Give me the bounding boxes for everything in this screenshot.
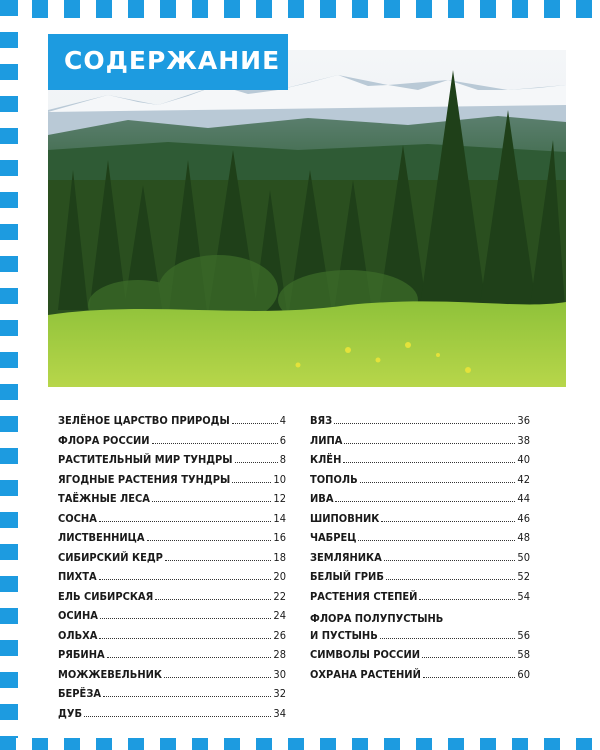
- toc-entry-title: ТАЁЖНЫЕ ЛЕСА: [58, 492, 150, 505]
- toc-entry-page: 40: [517, 453, 530, 466]
- toc-entry[interactable]: [58, 492, 286, 512]
- toc-left-column: [58, 414, 286, 726]
- toc-entry-title: РАСТЕНИЯ СТЕПЕЙ: [310, 589, 418, 603]
- toc-entry[interactable]: [58, 668, 286, 688]
- decorative-stripe-bottom: [0, 738, 600, 750]
- toc-entry[interactable]: [58, 453, 286, 473]
- toc-entry-page: 42: [517, 472, 530, 486]
- toc-entry-page: 50: [517, 550, 530, 564]
- toc-entry-page: 34: [273, 706, 286, 720]
- decorative-stripe-top: [0, 0, 600, 18]
- dot-leader: [335, 500, 515, 502]
- dot-leader: [360, 481, 516, 483]
- toc-entry-title: ФЛОРА РОССИИ: [58, 433, 150, 447]
- dot-leader: [384, 559, 516, 561]
- toc-entry-page: 48: [517, 531, 530, 544]
- toc-entry-page: 46: [517, 511, 530, 525]
- contents-title-plate: [48, 34, 288, 90]
- toc-entry-page: 56: [517, 628, 530, 642]
- toc-entry-page: 4: [279, 414, 286, 427]
- dot-leader: [232, 422, 278, 424]
- toc-entry-page: 32: [273, 687, 286, 700]
- toc-entry-title: СИМВОЛЫ РОССИИ: [310, 648, 421, 661]
- toc-entry[interactable]: [310, 512, 530, 532]
- dot-leader: [164, 676, 271, 678]
- dot-leader: [386, 578, 516, 580]
- toc-entry[interactable]: [58, 687, 286, 707]
- dot-leader: [107, 656, 272, 658]
- toc-entry-page: 38: [517, 433, 530, 447]
- toc-entry-page: 44: [517, 492, 530, 505]
- toc-entry-title: ЯГОДНЫЕ РАСТЕНИЯ ТУНДРЫ: [58, 472, 231, 486]
- dot-leader: [99, 637, 271, 639]
- toc-entry-page: 24: [273, 609, 286, 622]
- toc-right-column: [310, 414, 530, 687]
- dot-leader: [99, 520, 272, 522]
- dot-leader: [103, 695, 271, 697]
- toc-entry[interactable]: [58, 512, 286, 532]
- toc-entry-title: ЛИСТВЕННИЦА: [58, 531, 145, 544]
- dot-leader: [232, 481, 271, 483]
- dot-leader: [152, 500, 271, 502]
- toc-entry-page: 30: [273, 667, 286, 681]
- decorative-stripe-left: [0, 0, 18, 750]
- toc-entry-title: СИБИРСКИЙ КЕДР: [58, 550, 163, 564]
- toc-entry[interactable]: [58, 551, 286, 571]
- toc-entry-title: ЗЕЛЁНОЕ ЦАРСТВО ПРИРОДЫ: [58, 414, 230, 427]
- dot-leader: [381, 520, 515, 522]
- toc-entry-page: 20: [273, 570, 286, 583]
- toc-entry-title: ЧАБРЕЦ: [310, 531, 357, 544]
- dot-leader: [343, 461, 515, 463]
- toc-entry-page: 54: [517, 589, 530, 603]
- toc-entry-title: ЛИПА: [310, 433, 343, 447]
- dot-leader: [99, 578, 272, 580]
- toc-entry[interactable]: [310, 590, 530, 610]
- toc-entry[interactable]: [310, 434, 530, 454]
- toc-entry-title: ЕЛЬ СИБИРСКАЯ: [58, 589, 154, 603]
- toc-entry-title: БЕЛЫЙ ГРИБ: [310, 570, 384, 583]
- dot-leader: [235, 461, 278, 463]
- toc-entry[interactable]: [58, 434, 286, 454]
- toc-entry-page: 28: [273, 648, 286, 661]
- dot-leader: [147, 539, 272, 541]
- toc-entry-title-line1: ФЛОРА ПОЛУПУСТЫНЬ: [310, 612, 444, 625]
- toc-entry-title: ОЛЬХА: [58, 628, 98, 642]
- toc-entry-title: ПИХТА: [58, 570, 97, 583]
- toc-entry-title: РАСТИТЕЛЬНЫЙ МИР ТУНДРЫ: [58, 453, 233, 466]
- toc-entry-page: 52: [517, 570, 530, 583]
- toc-entry[interactable]: [310, 531, 530, 551]
- toc-entry-page: 8: [279, 453, 286, 466]
- forest-landscape-photo: [48, 50, 566, 387]
- dot-leader: [334, 422, 515, 424]
- toc-entry[interactable]: [58, 531, 286, 551]
- dot-leader: [358, 539, 515, 541]
- toc-entry-title: КЛЁН: [310, 453, 342, 466]
- toc-entry[interactable]: [58, 414, 286, 434]
- toc-entry-title: СОСНА: [58, 511, 97, 525]
- dot-leader: [155, 598, 271, 600]
- toc-entry[interactable]: [58, 609, 286, 629]
- toc-entry-page: 60: [517, 667, 530, 681]
- toc-entry[interactable]: [310, 473, 530, 493]
- toc-entry[interactable]: [58, 590, 286, 610]
- toc-entry-title: ТОПОЛЬ: [310, 472, 358, 486]
- toc-entry-title: ВЯЗ: [310, 414, 333, 427]
- toc-entry-page: 36: [517, 414, 530, 427]
- toc-entry[interactable]: [58, 473, 286, 493]
- toc-entry[interactable]: [58, 629, 286, 649]
- toc-entry[interactable]: [310, 414, 530, 434]
- dot-leader: [100, 617, 272, 619]
- toc-entry-title: ДУБ: [58, 706, 82, 720]
- toc-entry-title: ОХРАНА РАСТЕНИЙ: [310, 667, 421, 681]
- toc-entry-page: 14: [273, 511, 286, 525]
- toc-entry-title: И ПУСТЫНЬ: [310, 628, 378, 642]
- toc-entry-title: МОЖЖЕВЕЛЬНИК: [58, 667, 162, 681]
- dot-leader: [422, 656, 515, 658]
- dot-leader: [419, 598, 515, 600]
- toc-entry-page: 16: [273, 531, 286, 544]
- toc-entry-title: ОСИНА: [58, 609, 98, 622]
- toc-entry[interactable]: [310, 453, 530, 473]
- toc-entry-title: РЯБИНА: [58, 648, 105, 661]
- toc-entry-title: БЕРЁЗА: [58, 687, 102, 700]
- toc-entry-page: 6: [279, 433, 286, 447]
- toc-entry[interactable]: [58, 570, 286, 590]
- dot-leader: [380, 637, 516, 639]
- toc-entry[interactable]: [310, 609, 530, 648]
- toc-entry-page: 58: [517, 648, 530, 661]
- toc-entry-page: 26: [273, 628, 286, 642]
- toc-entry[interactable]: [310, 492, 530, 512]
- toc-entry[interactable]: [58, 648, 286, 668]
- toc-entry[interactable]: [310, 668, 530, 688]
- page-title: СОДЕРЖАНИЕ: [64, 46, 281, 75]
- toc-entry-page: 22: [273, 589, 286, 603]
- toc-entry-title: ШИПОВНИК: [310, 511, 380, 525]
- dot-leader: [84, 715, 271, 717]
- toc-entry-title: ЗЕМЛЯНИКА: [310, 550, 382, 564]
- dot-leader: [344, 442, 515, 444]
- toc-entry[interactable]: [310, 648, 530, 668]
- toc-entry[interactable]: [58, 707, 286, 727]
- toc-entry-page: 10: [273, 472, 286, 486]
- toc-entry[interactable]: [310, 551, 530, 571]
- toc-entry-page: 18: [273, 550, 286, 564]
- dot-leader: [423, 676, 516, 678]
- toc-entry[interactable]: [310, 570, 530, 590]
- dot-leader: [152, 442, 278, 444]
- toc-entry-page: 12: [273, 492, 286, 505]
- dot-leader: [165, 559, 272, 561]
- toc-entry-title: ИВА: [310, 492, 334, 505]
